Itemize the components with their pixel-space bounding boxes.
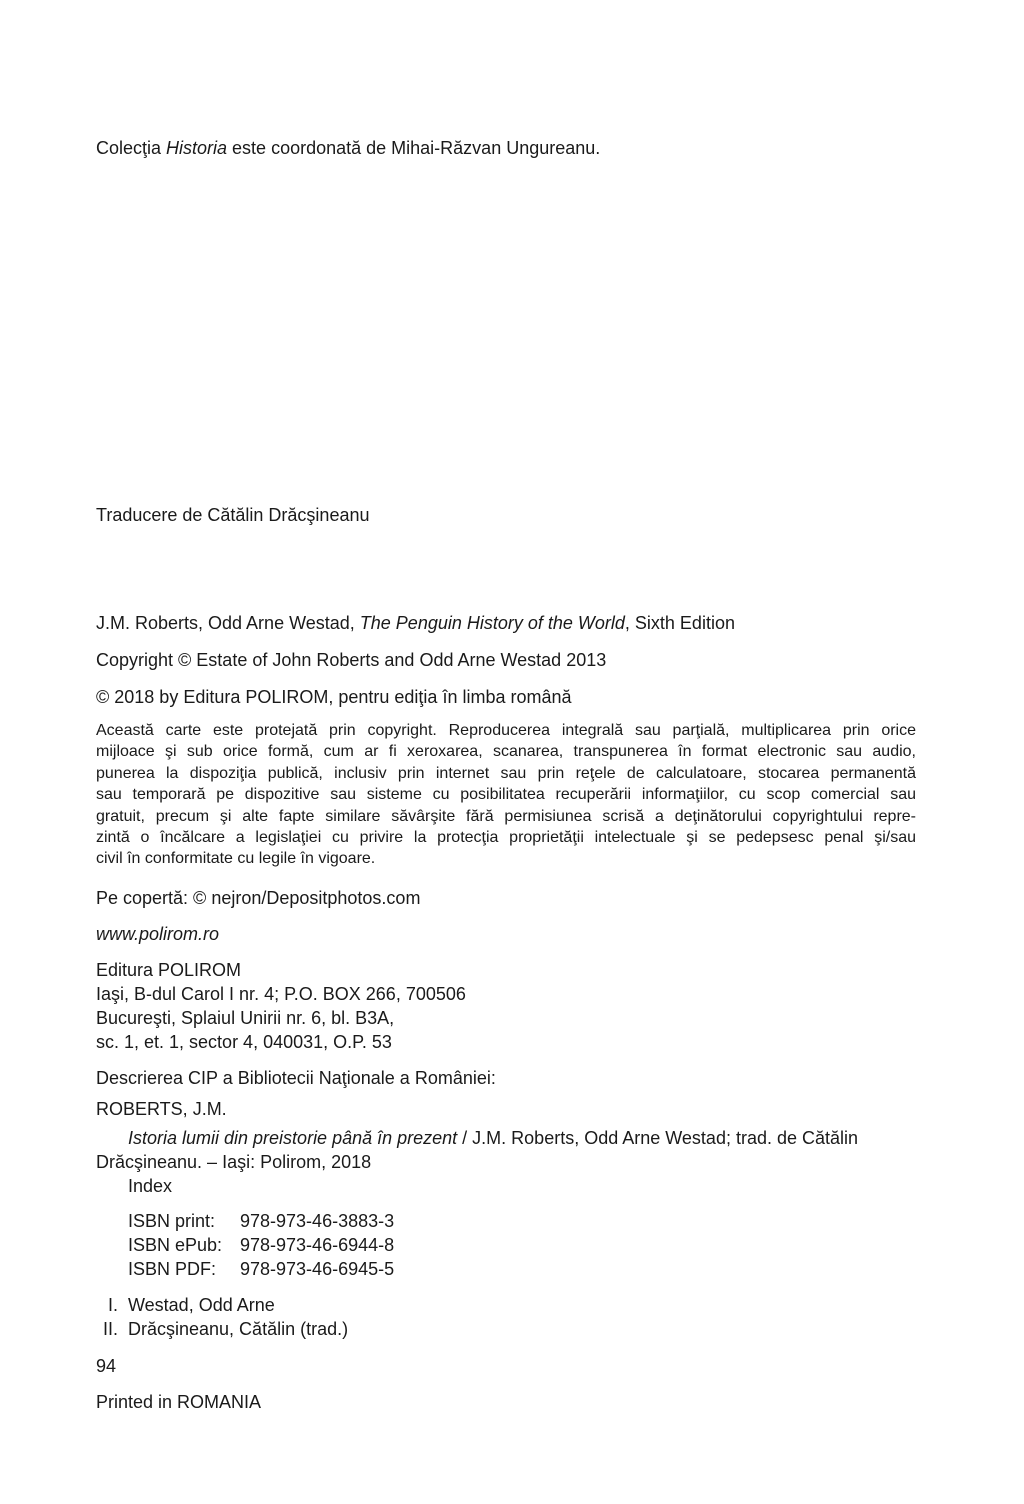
added-entry [84,1293,348,1317]
cover-credit: Pe copertă: © nejron/Depositphotos.com [96,888,421,908]
original-edition [96,611,735,635]
legal-notice [96,720,916,870]
cip-main-entry: ROBERTS, J.M. [96,1099,227,1119]
cip-title-statement [96,1126,858,1198]
website-text: www.polirom.ro [96,924,220,944]
isbn-value: 978-973-46-3883-3 [240,1211,395,1231]
copyright-original: Copyright © Estate of John Roberts and Odd Arne Westad 2013 [96,650,607,670]
address-bucuresti-2: sc. 1, et. 1, sector 4, 040031, O.P. 53 [96,1032,392,1052]
legal-notice-line: mijloace şi sub orice formă, cum ar fi xeroxarea, scanarea, transpunerea în format electronic sau audio, [96,743,916,761]
cip-heading: Descrierea CIP a Bibliotecii Naţionale a României: [96,1068,496,1088]
website-link[interactable] [96,922,219,946]
legal-notice-line: Această carte este protejată prin copyright. Reproducerea integrală sau parţială, multiplicarea prin orice [96,722,916,739]
added-entry-name: Drăcşineanu, Cătălin (trad.) [128,1319,349,1339]
series-note-suffix: este coordonată de Mihai-Răzvan Ungureanu. [227,138,601,158]
added-entry-number: II. [102,1319,118,1339]
legal-notice-line: zintă o încălcare a legislaţiei cu privire la protecţia proprietăţii intelectuale şi se pedepsesc penal şi/sau [96,828,916,846]
legal-notice-line: civil în conformitate cu legile în vigoare. [96,850,376,868]
printed-in: Printed in ROMANIA [96,1392,262,1412]
isbn-label: ISBN ePub: [128,1235,223,1255]
translator-credit: Traducere de Cătălin Drăcşineanu [96,505,370,525]
added-entry-number: I. [107,1295,118,1315]
cip-book-title: Istoria lumii din preistorie până în prezent [128,1128,458,1148]
publisher-name: Editura POLIROM [96,960,242,980]
series-note [96,136,600,160]
cip-index: Index [128,1176,173,1196]
isbn-label: ISBN print: [128,1211,216,1231]
added-entries [96,1293,348,1341]
original-edition-label: , Sixth Edition [624,613,735,633]
added-entry-name: Westad, Odd Arne [128,1295,275,1315]
publisher-address [96,958,466,1054]
legal-notice-line: sau temporară pe dispozitive sau sisteme cu posibilitatea recuperării informaţiilor, cu scop comercial sau [96,786,916,804]
isbn-label: ISBN PDF: [128,1259,217,1279]
address-bucuresti-1: Bucureşti, Splaiul Unirii nr. 6, bl. B3A, [96,1008,395,1028]
isbn-row [96,1209,394,1233]
isbn-row [96,1257,394,1281]
series-name: Historia [166,138,228,158]
cip-statement-line2: Drăcşineanu. – Iaşi: Polirom, 2018 [96,1152,372,1172]
legal-notice-line: gratuit, precum şi alte fapte similare săvârşite fără permisiunea scrisă a deţinătorului copyrightului repre- [96,807,916,825]
original-title: The Penguin History of the World [359,613,625,633]
isbn-row [96,1233,394,1257]
copyright-romanian: © 2018 by Editura POLIROM, pentru ediţia în limba română [96,687,572,707]
legal-notice-line: punerea la dispoziţia publică, inclusiv prin internet sau prin reţele de calculatoare, stocarea permanentă [96,764,916,782]
original-authors: J.M. Roberts, Odd Arne Westad, [96,613,360,633]
cip-classification: 94 [96,1356,117,1376]
cip-statement-line1: / J.M. Roberts, Odd Arne Westad; trad. de Cătălin [457,1128,859,1148]
added-entry [84,1317,348,1341]
isbn-value: 978-973-46-6944-8 [240,1235,395,1255]
isbn-value: 978-973-46-6945-5 [240,1259,395,1279]
address-iasi: Iaşi, B-dul Carol I nr. 4; P.O. BOX 266, 700506 [96,984,466,1004]
series-note-prefix: Colecţia [96,138,167,158]
isbn-list [96,1209,394,1281]
